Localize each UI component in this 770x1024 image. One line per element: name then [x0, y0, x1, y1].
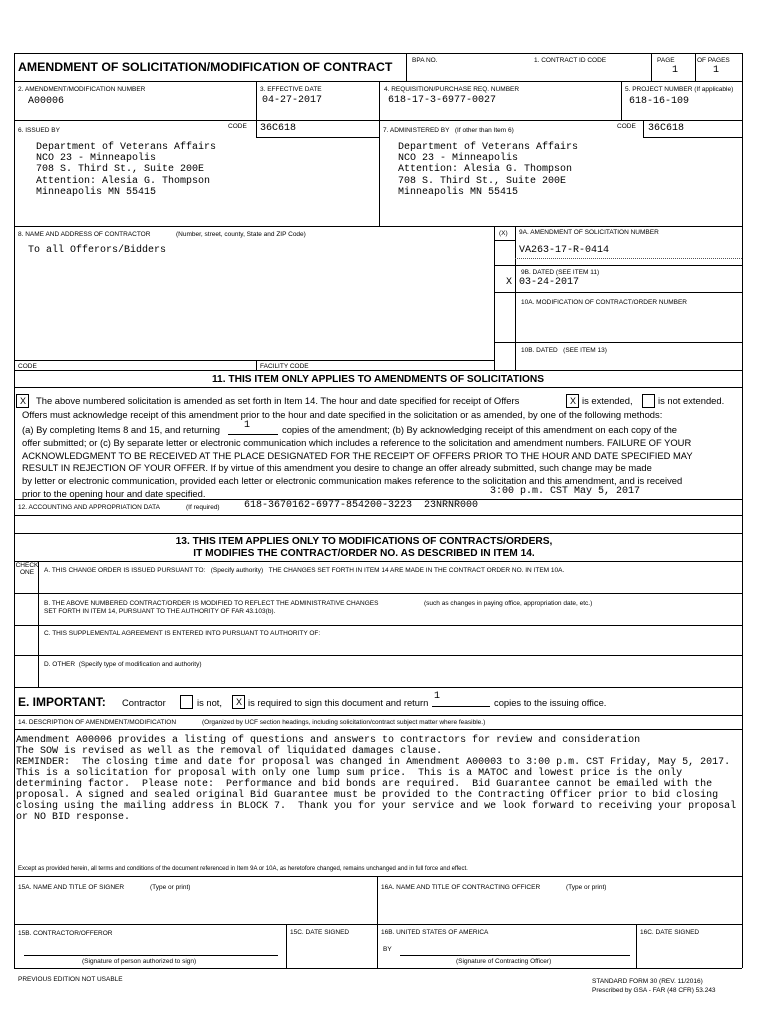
facility-code-label: FACILITY CODE	[260, 363, 309, 370]
issued-code-label: CODE	[228, 123, 247, 130]
issued-code-value[interactable]: 36C618	[260, 123, 297, 134]
important-contractor: Contractor	[122, 697, 166, 708]
item-9a-label: 9A. AMENDMENT OF SOLICITATION NUMBER	[519, 229, 659, 236]
issued-by-label: 6. ISSUED BY	[18, 127, 60, 134]
bpa-label: BPA NO.	[412, 57, 438, 64]
amend-checkbox-mark: X	[20, 396, 27, 406]
code-label: CODE	[18, 363, 37, 370]
description-line: REMINDER: The closing time and date for proposal was changed in Amendment A00003 to 3:00 p.m. CST Friday, May 5, 2017.	[16, 757, 731, 768]
description-line: The SOW is revised as well as the removal of liquidated damages clause.	[16, 746, 443, 757]
project-number-label: 5. PROJECT NUMBER (If applicable)	[625, 86, 734, 93]
requisition-value[interactable]: 618-17-3-6977-0027	[388, 95, 497, 106]
by-label: BY	[383, 946, 392, 953]
signature-person-note: (Signature of person authorized to sign)	[82, 958, 197, 965]
officer-signature-line[interactable]	[400, 955, 630, 956]
contract-id-label: 1. CONTRACT ID CODE	[534, 57, 607, 64]
contractor-value[interactable]: To all Offerors/Bidders	[28, 245, 167, 256]
section-11-line-5: ACKNOWLEDGMENT TO BE RECEIVED AT THE PLACE DESIGNATED FOR THE RECEIPT OF OFFERS PRIOR TO THE HOUR AND DATE SPECIFIED MAY	[22, 450, 693, 461]
usa-label: 16B. UNITED STATES OF AMERICA	[381, 929, 489, 936]
section-11-line-8: prior to the opening hour and date specified.	[22, 488, 206, 499]
administered-by-note: (If other than Item 6)	[454, 127, 514, 134]
accounting-note: (If required)	[186, 504, 220, 511]
description-line: determining factor. Please note: Performance and bid bonds are required. Bid Guarantee cannot be emailed with the	[16, 779, 713, 790]
return-copies-field[interactable]	[432, 691, 490, 707]
option-d-note: (Specify type of modification and authority)	[78, 661, 202, 668]
item-10b-text: 10B. DATED	[521, 347, 558, 354]
contractor-label: 8. NAME AND ADDRESS OF CONTRACTOR	[18, 231, 151, 238]
amendment-number-value[interactable]: A00006	[28, 96, 65, 107]
section-11-line-3a: (a) By completing Items 8 and 15, and returning	[22, 424, 221, 435]
option-d-label	[44, 661, 202, 668]
description-note: (Organized by UCF section headings, including solicitation/contract subject matter where feasible.)	[202, 719, 486, 726]
administered-by-text: 7. ADMINISTERED BY	[383, 127, 450, 134]
section-11-line-7: by letter or electronic communication, provided each letter or electronic communication makes reference to the solicitation and this amendment, and is received	[22, 475, 683, 486]
effective-date-label: 3. EFFECTIVE DATE	[260, 86, 322, 93]
requisition-label: 4. REQUISITION/PURCHASE REQ. NUMBER	[384, 86, 520, 93]
item-9b-label: 9B. DATED (SEE ITEM 11)	[521, 269, 600, 276]
item-9a-value[interactable]: VA263-17-R-0414	[519, 245, 610, 256]
option-d-text: D. OTHER	[44, 661, 76, 668]
option-c-label: C. THIS SUPPLEMENTAL AGREEMENT IS ENTERED INTO PURSUANT TO AUTHORITY OF:	[44, 630, 321, 637]
option-b-note: (such as changes in paying office, appropriation date, etc.)	[424, 600, 593, 607]
contracting-officer-note: (Type or print)	[566, 884, 607, 891]
item-10b-note: (SEE ITEM 13)	[563, 347, 607, 354]
amendment-number-label: 2. AMENDMENT/MODIFICATION NUMBER	[18, 86, 146, 93]
signer-label: 15A. NAME AND TITLE OF SIGNER	[18, 884, 125, 891]
important-title: E. IMPORTANT:	[18, 695, 106, 709]
option-a-note: (Specify authority)	[210, 567, 264, 574]
page-label: PAGE	[657, 57, 675, 64]
item-10b-label	[521, 347, 607, 354]
section-11-line-6: RESULT IN REJECTION OF YOUR OFFER. If by virtue of this amendment you desire to change an offer already submitted, such change may be made	[22, 462, 652, 473]
is-not-checkbox[interactable]	[180, 695, 193, 709]
section-11-title: 11. THIS ITEM ONLY APPLIES TO AMENDMENTS OF SOLICITATIONS	[211, 374, 545, 385]
not-extended-checkbox[interactable]	[642, 394, 655, 408]
except-note: Except as provided herein, all terms and conditions of the document referenced in Item 9A or 10A, as heretofore changed, remains unchanged and in full force and effect.	[18, 866, 468, 872]
section-13-title-2: IT MODIFIES THE CONTRACT/ORDER NO. AS DESCRIBED IN ITEM 14.	[193, 548, 535, 559]
administered-code-label: CODE	[617, 123, 636, 130]
section-11-line-2: Offers must acknowledge receipt of this amendment prior to the hour and date specified in the solicitation or as amended, by one of the following methods:	[22, 409, 663, 420]
extended-checkbox-mark: X	[570, 396, 577, 406]
section-11-line-4: offer submitted; or (c) By separate letter or electronic communication which includes a reference to the solicitation and amendment numbers. FAILURE OF YOUR	[22, 437, 692, 448]
effective-date-value[interactable]: 04-27-2017	[262, 95, 323, 106]
contracting-officer-label: 16A. NAME AND TITLE OF CONTRACTING OFFICER	[381, 884, 541, 891]
copies-suffix: copies to the issuing office.	[494, 697, 607, 708]
copies-field[interactable]	[228, 422, 278, 435]
item-9b-value[interactable]: 03-24-2017	[519, 277, 580, 288]
standard-form-label: STANDARD FORM 30 (REV. 11/2016)	[592, 978, 703, 985]
accounting-label: 12. ACCOUNTING AND APPROPRIATION DATA	[18, 504, 160, 511]
project-number-value[interactable]: 618-16-109	[629, 96, 690, 107]
signer-note: (Type or print)	[150, 884, 191, 891]
description-line: proposal. A signed and sealed original Bid Guarantee must be provided to the Contracting Officer prior to bid closing	[16, 790, 719, 801]
issued-by-address[interactable]: Department of Veterans Affairs NCO 23 - Minneapolis 708 S. Third St., Suite 200E Attention: Alesia G. Thompson Minneapolis MN 55415	[36, 142, 217, 198]
is-required-label: is required to sign this document and return	[248, 697, 429, 708]
description-line: This is a solicitation for proposal with only one lump sum price. This is a MATOC and lowest price is the only	[16, 768, 683, 779]
accounting-value[interactable]: 618-3670162-6977-854200-3223 23NRNR000	[244, 500, 479, 511]
contractor-note: (Number, street, county, State and ZIP Code)	[176, 231, 306, 238]
administered-by-label	[383, 127, 514, 134]
administered-by-address[interactable]: Department of Veterans Affairs NCO 23 - Minneapolis Attention: Alesia G. Thompson 708 S. Third St., Suite 200E Minneapolis MN 55415	[398, 142, 579, 198]
is-not-label: is not,	[197, 697, 223, 708]
section-11-line-3b: copies of the amendment; (b) By acknowledging receipt of this amendment on each copy of the	[282, 424, 678, 435]
of-pages-number[interactable]: 1	[713, 65, 720, 76]
not-extended-label: is not extended.	[658, 395, 725, 406]
form-title: AMENDMENT OF SOLICITATION/MODIFICATION OF CONTRACT	[18, 60, 393, 74]
contractor-signature-line[interactable]	[24, 955, 278, 956]
description-line: closing using the mailing address in BLOCK 7. Thank you for your service and we look forward to receiving your proposal	[16, 801, 737, 812]
copies-value: 1	[244, 420, 251, 431]
description-label: 14. DESCRIPTION OF AMENDMENT/MODIFICATION	[18, 719, 177, 726]
is-required-checkbox-mark: X	[236, 697, 243, 707]
date-signed-16c-label: 16C. DATE SIGNED	[640, 929, 700, 936]
return-copies-value: 1	[434, 691, 441, 702]
option-b-label-1: B. THE ABOVE NUMBERED CONTRACT/ORDER IS MODIFIED TO REFLECT THE ADMINISTRATIVE CHANGES	[44, 600, 379, 607]
page-number[interactable]: 1	[672, 65, 679, 76]
section-13-title-1: 13. THIS ITEM APPLIES ONLY TO MODIFICATIONS OF CONTRACTS/ORDERS,	[175, 536, 553, 547]
option-b-label-2: SET FORTH IN ITEM 14, PURSUANT TO THE AUTHORITY OF FAR 43.103(b).	[44, 608, 276, 615]
administered-code-value[interactable]: 36C618	[648, 123, 685, 134]
previous-edition-note: PREVIOUS EDITION NOT USABLE	[18, 976, 123, 983]
contractor-offeror-label: 15B. CONTRACTOR/OFFEROR	[18, 930, 113, 937]
option-a-label	[44, 567, 564, 574]
x-column-label: (X)	[499, 230, 508, 237]
description-line: or NO BID response.	[16, 812, 131, 823]
extended-label: is extended,	[582, 395, 633, 406]
of-pages-label: OF PAGES	[697, 57, 730, 64]
signature-officer-note: (Signature of Contracting Officer)	[456, 958, 552, 965]
option-a-text: A. THIS CHANGE ORDER IS ISSUED PURSUANT TO:	[44, 567, 206, 574]
item-10a-label: 10A. MODIFICATION OF CONTRACT/ORDER NUMBER	[521, 299, 687, 306]
option-a-detail: THE CHANGES SET FORTH IN ITEM 14 ARE MADE IN THE CONTRACT ORDER NO. IN ITEM 10A.	[268, 567, 565, 574]
section-11-line-1: The above numbered solicitation is amended as set forth in Item 14. The hour and date specified for receipt of Offers	[36, 395, 520, 406]
opening-time-value[interactable]: 3:00 p.m. CST May 5, 2017	[490, 486, 641, 497]
description-line: Amendment A00006 provides a listing of questions and answers to contractors for review and consideration	[16, 735, 641, 746]
prescribed-label: Prescribed by GSA - FAR (48 CFR) 53.243	[592, 987, 716, 994]
item-9b-mark[interactable]: X	[506, 277, 513, 288]
check-one-label: CHECK ONE	[15, 562, 39, 576]
date-signed-15c-label: 15C. DATE SIGNED	[290, 929, 350, 936]
